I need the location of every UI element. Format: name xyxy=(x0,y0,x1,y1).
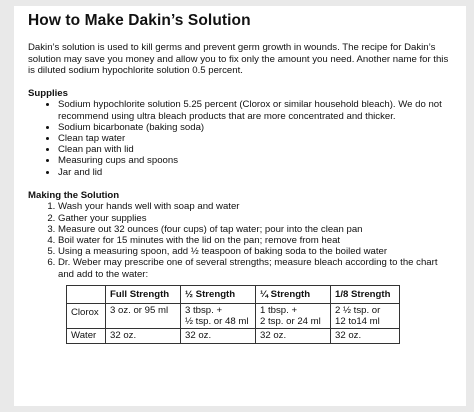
list-item: 2. Gather your supplies xyxy=(58,213,452,224)
making-heading: Making the Solution xyxy=(28,189,120,201)
strength-table xyxy=(66,285,400,344)
steps-list xyxy=(28,201,452,279)
table-cell xyxy=(256,329,331,343)
list-item: 4. Boil water for 15 minutes with the lid on the pan; remove from heat xyxy=(58,235,452,246)
table-cell xyxy=(181,304,256,329)
page-title: How to Make Dakin’s Solution xyxy=(28,12,251,29)
intro-paragraph: Dakin’s solution is used to kill germs and prevent germ growth in wounds. The recipe for Dakin’s solution may save you money and allow you to fix only the amount you need. Another name for this is diluted sodium hypochlorite solution 0.5 percent. xyxy=(28,42,449,77)
row-label-water: Water xyxy=(67,329,106,343)
list-item: • Jar and lid xyxy=(58,167,452,178)
table-cell xyxy=(331,304,400,329)
cell-text: 3 tbsp. + xyxy=(185,305,223,317)
table-cell xyxy=(106,304,181,329)
table-header-cell: 1/8 Strength xyxy=(331,285,400,303)
supplies-list xyxy=(28,99,452,177)
table-cell xyxy=(331,329,400,343)
table-row xyxy=(67,329,400,343)
cell-text: 2 ½ tsp. or xyxy=(335,305,381,317)
list-item: 5. Using a measuring spoon, add ½ teaspoon of baking soda to the boiled water xyxy=(58,246,452,257)
list-item: • Measuring cups and spoons xyxy=(58,155,452,166)
table-header-cell: ¼ Strength xyxy=(256,285,331,303)
cell-text: 32 oz. xyxy=(110,330,137,342)
table-row xyxy=(67,304,400,329)
list-item: • Clean tap water xyxy=(58,133,452,144)
cell-text: 3 oz. or 95 ml xyxy=(110,305,169,317)
table-header-cell xyxy=(67,285,106,303)
table-header-row xyxy=(67,285,400,303)
supplies-heading: Supplies xyxy=(28,87,68,99)
list-item: • Sodium hypochlorite solution 5.25 percent (Clorox or similar household bleach). We do not recommend using ultra bleach products that are more concentrated and thicker. xyxy=(58,99,452,121)
cell-text: 32 oz. xyxy=(335,330,362,342)
cell-text: 32 oz. xyxy=(260,330,287,342)
list-item: 3. Measure out 32 ounces (four cups) of tap water; pour into the clean pan xyxy=(58,224,452,235)
list-item: • Clean pan with lid xyxy=(58,144,452,155)
cell-text: 2 tsp. or 24 ml xyxy=(260,316,321,328)
list-item: 1. Wash your hands well with soap and water xyxy=(58,201,452,212)
table-header-cell: ½ Strength xyxy=(181,285,256,303)
table-header-cell: Full Strength xyxy=(106,285,181,303)
list-item: • Sodium bicarbonate (baking soda) xyxy=(58,122,452,133)
cell-text: 1 tbsp. + xyxy=(260,305,298,317)
table-cell xyxy=(181,329,256,343)
row-label-clorox: Clorox xyxy=(67,304,106,329)
table-cell xyxy=(256,304,331,329)
table-cell xyxy=(106,329,181,343)
list-item: 6. Dr. Weber may prescribe one of several strengths; measure bleach according to the chart and add to the water: xyxy=(58,257,452,279)
cell-text: 12 to14 ml xyxy=(335,316,380,328)
cell-text: ½ tsp. or 48 ml xyxy=(185,316,249,328)
cell-text: 32 oz. xyxy=(185,330,212,342)
document-page xyxy=(14,6,466,406)
